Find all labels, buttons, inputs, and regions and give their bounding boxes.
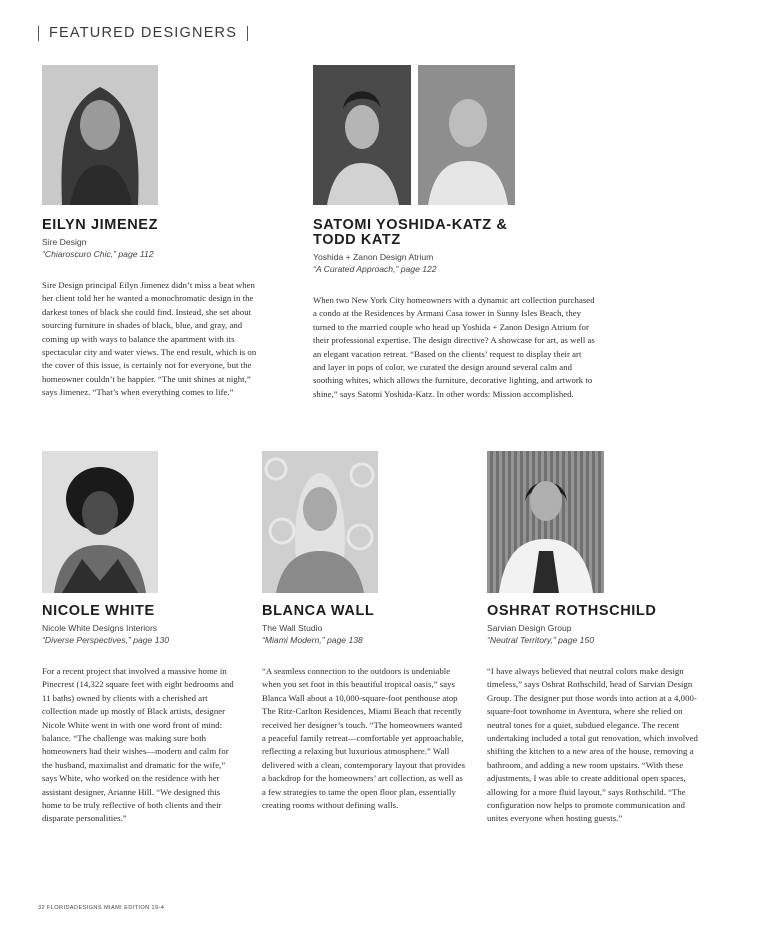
photo-eilyn-jimenez [42,65,158,205]
designer-name: NICOLE WHITE [42,603,155,619]
designer-bio: For a recent project that involved a massive home in Pinecrest (14,322 square feet with eight bedrooms and 11 baths) owned by clients with a cherished art collection made up mostly of Black artists, designer Nicole White went in with one word front of mind: balance. “The challenge was making sure both homeowners had their wishes—modern and calm for the husband, maximalist and dramatic for the wife,” says White, who worked on the residence with her assistant designer, Arianne Hill. “We designed this home to be truly reflective of both clients and their disparate personalities.” [42,666,234,824]
photo-oshrat-rothschild [487,451,604,593]
designer-firm: Nicole White Designs Interiors [42,623,158,633]
designer-bio: Sire Design principal Eilyn Jimenez didn’t miss a beat when her client told her he wanted a monochromatic design in the darkest tones of black she could find. Instead, she set about sourcing furniture in shades of black, blue, and gray, and coming up with ways to balance the apartment with its spectacular city and water views. The end result, which is on the cover of this issue, is certainly not for everyone, but the homeowner couldn’t be happier. “The unit shines at night,” says Jimenez. “That’s when everything comes to life.” [42,280,257,398]
designer-firm: Sarvian Design Group [487,623,572,633]
designer-name: EILYN JIMENEZ [42,217,159,233]
designer-page-ref: “Chiaroscuro Chic,” page 112 [42,249,154,259]
designer-page-ref: “Neutral Territory,” page 150 [487,635,594,645]
designer-bio: “A seamless connection to the outdoors is undeniable when you set foot in this beautiful tropical oasis,” says Blanca Wall about a 10,000-square-foot penthouse atop The Ritz-Carlton Residences, Miami Beach that recently received her designer’s touch. “The homeowners wanted a peaceful family retreat—comfortable yet approachable, reflecting a relaxing but luxurious atmosphere.” Wall delivered with a clean, contemporary layout that provides a backdrop for the homeowners’ art collection, as well as a few strategies to tame the open floor plan, essentially creating rooms without defining walls. [262,666,466,811]
designer-firm: The Wall Studio [262,623,323,633]
photo-blanca-wall [262,451,378,593]
designer-eilyn-jimenez [42,218,267,408]
designer-name: BLANCA WALL [262,603,375,619]
designer-name: SATOMI YOSHIDA-KATZ & TODD KATZ [313,217,508,248]
designer-bio: “I have always believed that neutral colors make design timeless,” says Oshrat Rothschild, head of Sarvian Design Group. The designer put those words into action at a 4,000-square-foot townhome in Aventura, where she relied on neutral tones for a quiet, subdued elegance. The recent undertaking included a total gut renovation, which involved shifting the kitchen to a new area of the house, removing a bathroom, and adding a new room upstairs. “With these adjustments, I was able to create additional open spaces, allowing for a more fluid layout,” says Rothschild. “The configuration now helps to promote communication and unites everyone when hosting guests.” [487,666,698,824]
designer-oshrat-rothschild [487,604,705,835]
section-title: FEATURED DESIGNERS [49,25,238,41]
designer-blanca-wall [262,604,468,821]
designer-bio: When two New York City homeowners with a dynamic art collection purchased a condo at the Residences by Armani Casa tower in Sunny Isles Beach, they turned to the married couple who head up Yoshida + Zanon Design Atrium for their professional expertise. The design directive? A showcase for art, as well as an elegant vacation retreat. “Based on the clients’ request to display their art and layer in pops of color, we curated the design around several calm and soothing whites, which allows the furniture, decorative lighting, and artwork to shine,” says Satomi Yoshida-Katz. In other words: Mission accomplished. [313,295,595,399]
photo-satomi-yoshida-katz [313,65,411,205]
designer-name: OSHRAT ROTHSCHILD [487,603,657,619]
designer-nicole-white [42,604,240,835]
designer-satomi-todd-katz [313,218,596,410]
designer-page-ref: “Diverse Perspectives,” page 130 [42,635,170,645]
designer-page-ref: “A Curated Approach,” page 122 [313,264,437,274]
designer-page-ref: “Miami Modern,” page 138 [262,635,363,645]
designer-firm: Sire Design [42,237,87,247]
page-footer: 32 FLORIDADESIGNS MIAMI EDITION 19-4 [38,905,165,911]
designer-firm: Yoshida + Zanon Design Atrium [313,252,434,262]
header-divider-right [247,26,248,41]
section-header [38,24,248,42]
photo-nicole-white [42,451,158,593]
photo-todd-katz [418,65,515,205]
